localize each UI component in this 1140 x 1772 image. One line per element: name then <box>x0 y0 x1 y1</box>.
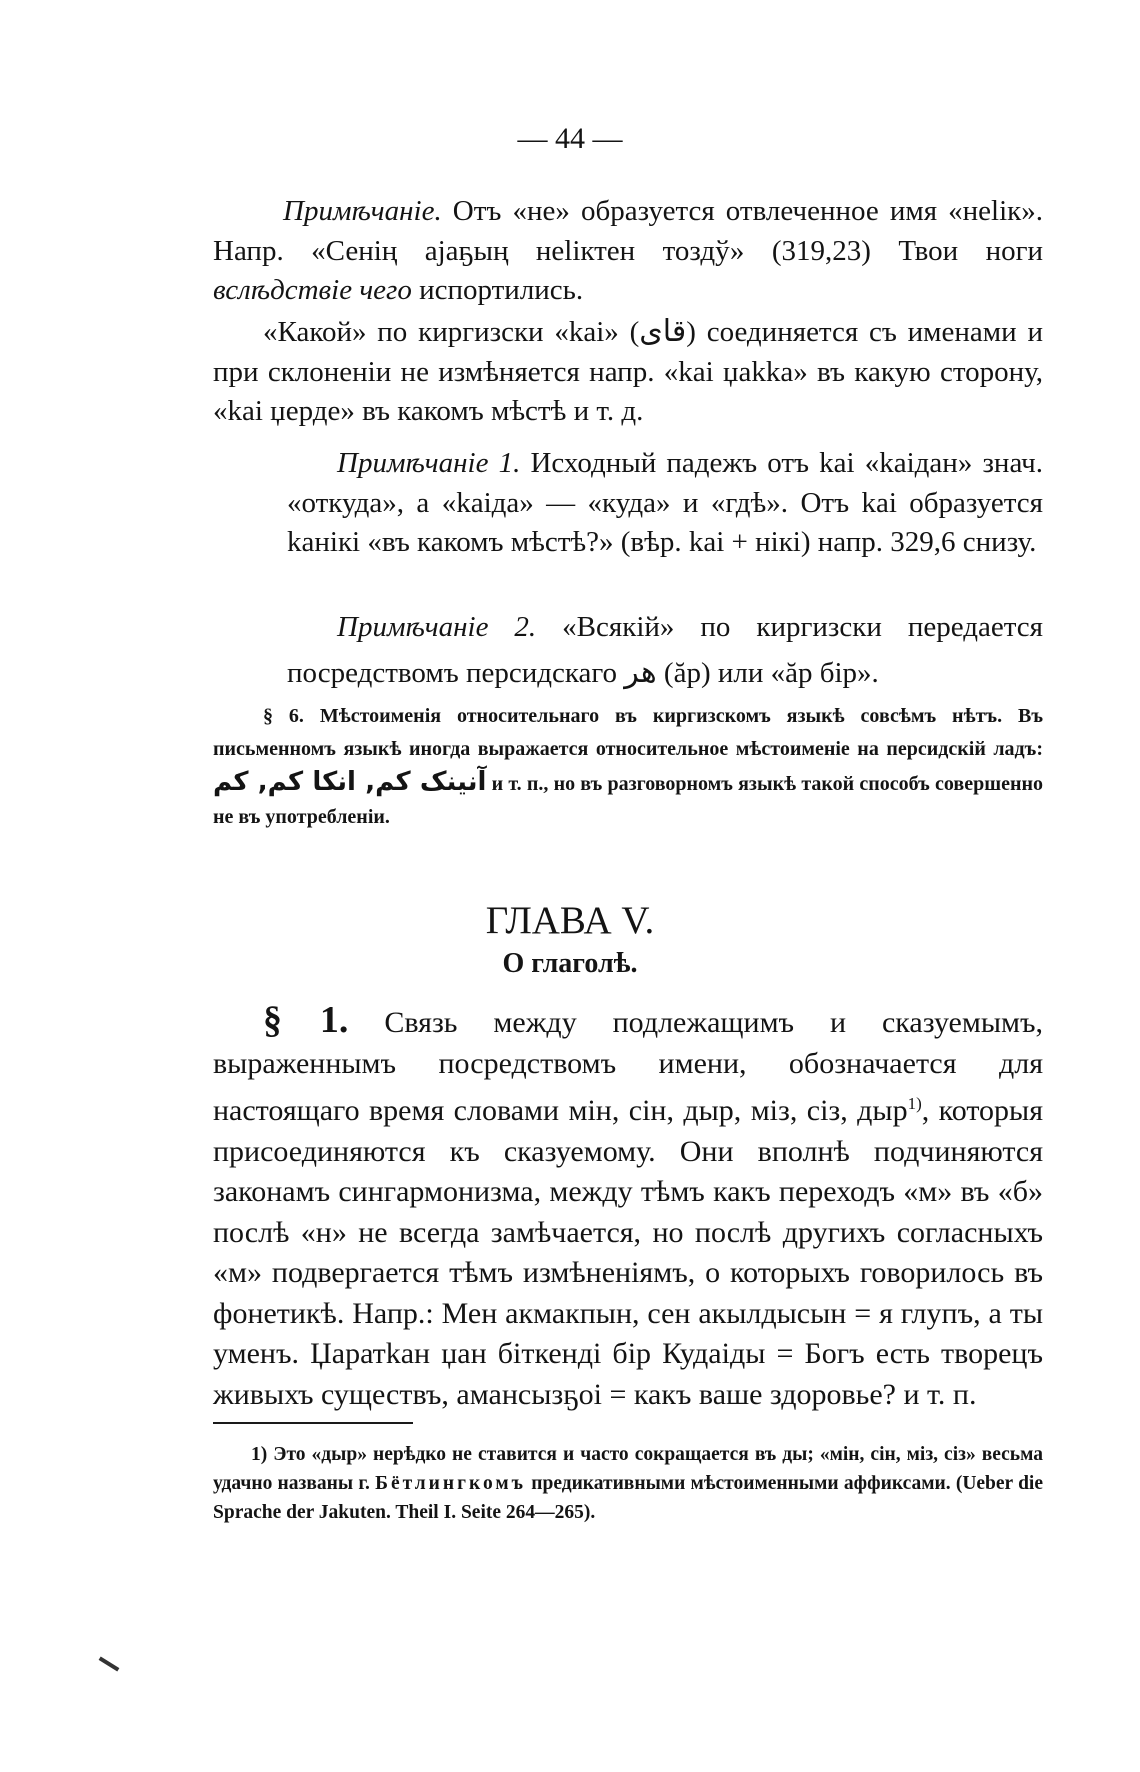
note-paragraph <box>213 192 1043 311</box>
section1-paragraph <box>213 1000 1043 1415</box>
section-6 <box>213 700 1043 834</box>
section6-text-a: § 6. Мѣстоименія относительнаго въ киргизскомъ языкѣ совсѣмъ нѣтъ. Въ письменномъ языкѣ иногда выражается относительное мѣстоименіе на персидскій ладъ: <box>213 705 1043 760</box>
chapter-subtitle: О глаголѣ. <box>502 948 638 979</box>
footnote-name: Бётлингкомъ <box>375 1473 527 1494</box>
kakoi-text-a: «Какой» по киргизски «kai» ( <box>263 316 640 348</box>
kakoi-paragraph-block <box>213 312 1043 432</box>
section1-text: Связь между подлежащимъ и сказуемымъ, выраженнымъ посредствомъ имени, обозначается для настоящаго время словами мін, сін, дыр, міз, сіз, дыр <box>213 1006 1044 1127</box>
note-text-end: испортились. <box>411 274 584 306</box>
note-text: Отъ «не» образуется отвлеченное имя «неlік». Напр. «Сенің ајаҕың неlіктен тоздў» (319,23) Твои ноги <box>213 195 1043 267</box>
note2-label: Примѣчаніе 2. <box>337 611 537 643</box>
footnote-text-b: предикативными мѣстоименными аффиксами. (Ueber die Sprache der Jakuten. Theil I. Seite 264—265). <box>213 1473 1043 1523</box>
arabic-har: هر <box>624 655 657 690</box>
section6-text-b: и т. п., но въ разговорномъ языкѣ такой способъ совершенно не въ употребленіи. <box>213 773 1044 828</box>
footnote <box>213 1440 1043 1527</box>
note-label: Примѣчаніе. <box>283 195 442 227</box>
chapter-title: ГЛАВА V. <box>485 899 655 942</box>
footnote-paragraph <box>213 1440 1043 1527</box>
section-1 <box>213 1000 1043 1415</box>
kakoi-paragraph <box>213 312 1043 432</box>
note2-text-b: (ăр) или «ăр біp». <box>656 657 879 689</box>
section1-text-b: , которыя присоединяются къ сказуемому. Они вполнѣ подчиняются законамъ сингармонизма, между тѣмъ какъ переходъ «м» въ «б» послѣ «н» не всегда замѣчается, но послѣ другихъ согласныхъ «м» подвергается тѣмъ измѣненіямъ, о которыхъ говорилось въ фонетикѣ. Напр.: Мен акмакпын, сен акылдысын = я глупъ, а ты уменъ. Џаратkан џан біткенді бір Кудаіды = Богъ есть творецъ живыхъ существъ, амансызҕоі = какъ ваше здоровье? и т. п. <box>213 1094 1043 1411</box>
note1-paragraph <box>287 444 1043 563</box>
section-sign: § 1. <box>263 999 349 1041</box>
note-primechanie-2 <box>287 604 1043 696</box>
footnote-divider <box>213 1422 413 1424</box>
footnote-text-a: 1) Это «дыр» нерѣдко не ставится и часто сокращается въ ды; «мін, сін, міз, сіз» весьма удачно названы г. <box>213 1444 1043 1494</box>
note2-paragraph <box>287 604 1043 696</box>
note-vsledstvie <box>213 192 1043 311</box>
note1-text: Исходный падежъ отъ kai «kaiдан» знач. «откуда», а «kaiда» — «куда» и «гдѣ». Отъ kai образуется kaнікі «въ какомъ мѣстѣ?» (вѣр. kai + нікі) напр. 329,6 снизу. <box>287 447 1043 558</box>
note2-text-a: «Всякій» по киргизски передается посредствомъ персидскаго <box>287 611 1043 689</box>
scan-mark <box>99 1656 120 1671</box>
note1-label: Примѣчаніе 1. <box>337 447 521 479</box>
arabic-kai: قای <box>639 314 687 349</box>
arabic-relative-forms: آنینک کم, انکا کم, کم <box>213 767 487 797</box>
section6-paragraph <box>213 700 1043 834</box>
note-italic-phrase: вслѣдствіе чего <box>213 274 412 306</box>
kakoi-text-b: ) соединяется съ именами и при склоненіи не измѣняется напр. «kai џakka» въ какую сторону, «kai џерде» въ какомъ мѣстѣ и т. д. <box>213 316 1043 427</box>
page-number: — 44 — <box>517 122 623 155</box>
footnote-ref: 1) <box>907 1094 922 1113</box>
note-primechanie-1 <box>287 444 1043 563</box>
